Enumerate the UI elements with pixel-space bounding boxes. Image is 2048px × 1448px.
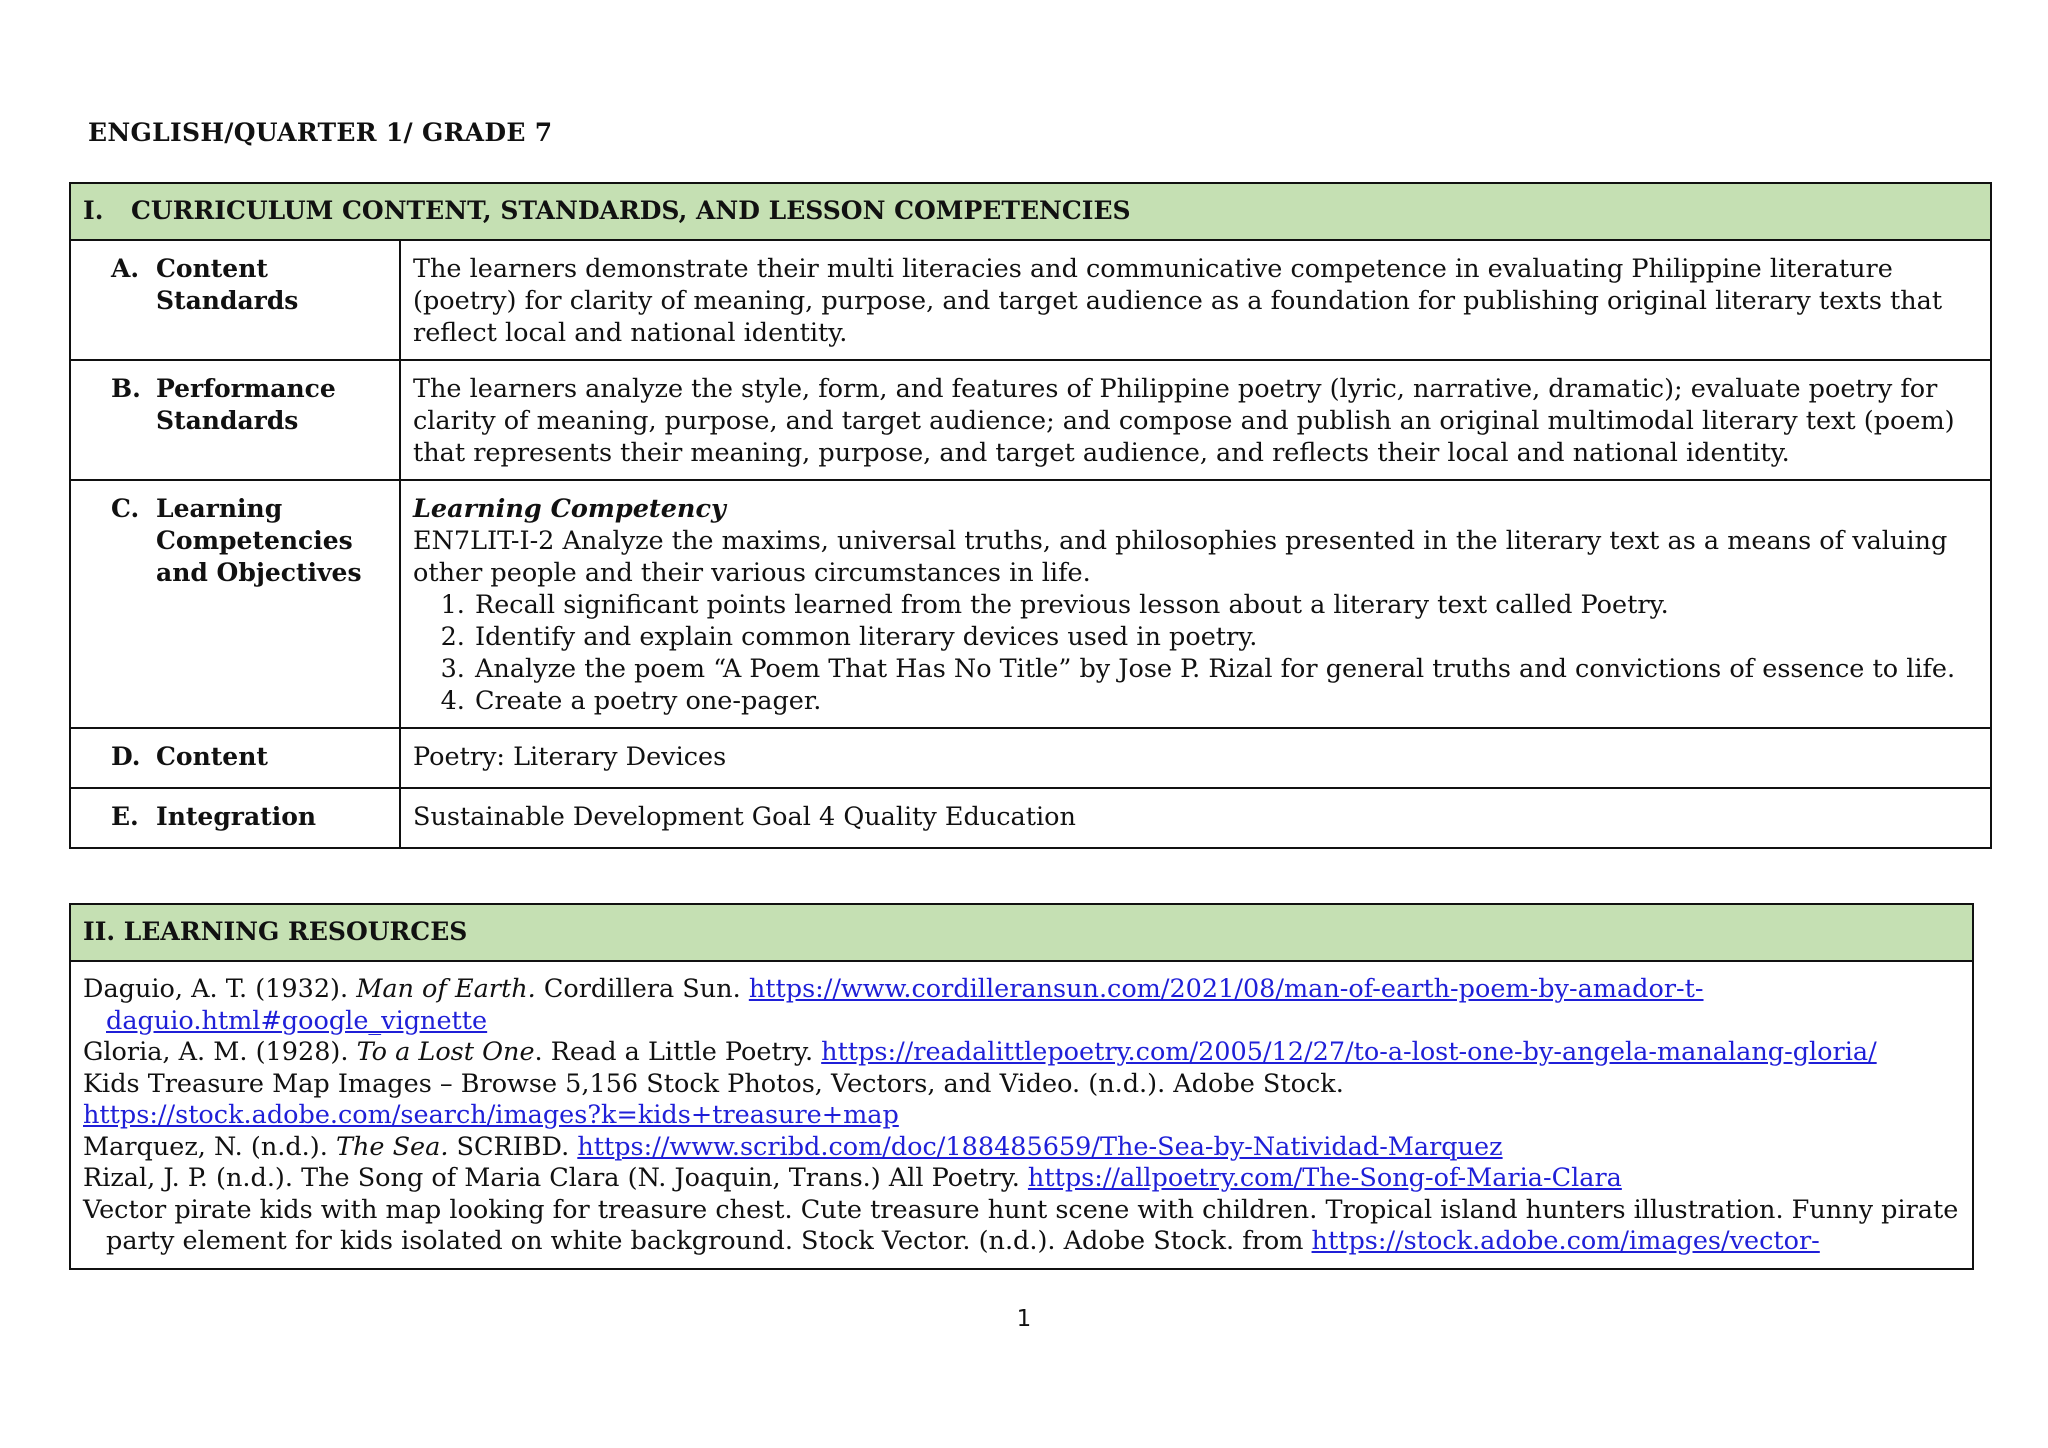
section-header-resources: II. LEARNING RESOURCES bbox=[70, 904, 1973, 961]
row-letter: B. bbox=[111, 374, 141, 403]
reference-link[interactable]: https://www.scribd.com/doc/188485659/The-Sea-by-Natividad-Marquez bbox=[577, 1131, 1503, 1162]
list-item: 1. Recall significant points learned from the previous lesson about a literary text called Poetry. bbox=[473, 589, 1978, 621]
reference-text: Gloria, A. M. (1928). bbox=[83, 1037, 357, 1067]
row-label bbox=[70, 728, 400, 788]
reference-title: To a Lost One bbox=[356, 1037, 535, 1067]
competencies-cell bbox=[400, 480, 1991, 728]
row-letter: C. bbox=[111, 494, 140, 523]
reference-link[interactable]: https://readalittlepoetry.com/2005/12/27/to-a-lost-one-by-angela-manalang-gloria/ bbox=[821, 1037, 1877, 1067]
curriculum-table bbox=[69, 182, 1992, 849]
reference-item bbox=[83, 1195, 1960, 1258]
reference-item bbox=[83, 1132, 1960, 1164]
reference-text: . Read a Little Poetry. bbox=[534, 1037, 822, 1067]
reference-text: Rizal, J. P. (n.d.). The Song of Maria Clara (N. Joaquin, Trans.) All Poetry. bbox=[83, 1163, 1028, 1193]
table-row bbox=[70, 788, 1991, 848]
row-label bbox=[70, 480, 400, 728]
reference-item bbox=[83, 1069, 1960, 1101]
page-title: ENGLISH/QUARTER 1/ GRADE 7 bbox=[88, 118, 553, 147]
reference-text: Daguio, A. T. (1932). bbox=[83, 974, 357, 1004]
performance-standards-text: The learners analyze the style, form, and features of Philippine poetry (lyric, narrative, dramatic); evaluate poetry for clarity of meaning, purpose, and target audience; and compose and publish an original multimodal literary text (poem) that represents their meaning, purpose, and target audience, and reflects their local and national identity. bbox=[400, 360, 1991, 480]
row-label-text: Integration bbox=[156, 802, 317, 831]
reference-text: Marquez, N. (n.d.). bbox=[83, 1131, 336, 1162]
list-item: 2. Identify and explain common literary devices used in poetry. bbox=[473, 621, 1978, 653]
reference-title: Man of Earth. bbox=[356, 974, 536, 1004]
table-row bbox=[70, 240, 1991, 360]
reference-link[interactable]: https://www.cordilleransun.com/2021/08/man-of-earth-poem-by-amador-t-daguio.html#google_vignette bbox=[106, 974, 1704, 1036]
row-letter: D. bbox=[111, 742, 141, 771]
reference-item bbox=[83, 1037, 1960, 1069]
row-label-text: Learning Competencies and Objectives bbox=[156, 494, 362, 587]
reference-text: Cordillera Sun. bbox=[535, 974, 749, 1004]
row-letter: E. bbox=[111, 802, 139, 831]
resources-list bbox=[70, 961, 1973, 1269]
reference-item bbox=[83, 1100, 1960, 1132]
row-label bbox=[70, 240, 400, 360]
row-label-text: Content Standards bbox=[156, 254, 299, 315]
reference-link[interactable]: https://stock.adobe.com/images/vector- bbox=[1311, 1226, 1820, 1256]
row-letter: A. bbox=[111, 254, 140, 283]
table-row bbox=[70, 480, 1991, 728]
row-label bbox=[70, 360, 400, 480]
reference-item bbox=[83, 1163, 1960, 1195]
reference-item bbox=[83, 974, 1960, 1037]
integration-text: Sustainable Development Goal 4 Quality Education bbox=[400, 788, 1991, 848]
reference-link[interactable]: https://allpoetry.com/The-Song-of-Maria-Clara bbox=[1027, 1163, 1622, 1193]
table-row bbox=[70, 360, 1991, 480]
list-item: 4. Create a poetry one-pager. bbox=[473, 685, 1978, 717]
objectives-list bbox=[413, 589, 1978, 717]
row-label-text: Performance Standards bbox=[156, 374, 336, 435]
competency-heading: Learning Competency bbox=[413, 494, 726, 524]
content-text: Poetry: Literary Devices bbox=[400, 728, 1991, 788]
reference-text: Vector pirate kids with map looking for treasure chest. Cute treasure hunt scene with children. Tropical island hunters illustration. Funny pirate party element for kids isolated on white background. Stock Vector. (n.d.). Adobe Stock. from bbox=[83, 1194, 1959, 1256]
page-number: 1 bbox=[1016, 1306, 1032, 1332]
content-standards-text: The learners demonstrate their multi literacies and communicative competence in evaluating Philippine literature (poetry) for clarity of meaning, purpose, and target audience as a foundation for publishing original literary texts that reflect local and national identity. bbox=[400, 240, 1991, 360]
reference-link[interactable]: https://stock.adobe.com/search/images?k=kids+treasure+map bbox=[83, 1100, 899, 1130]
competency-text: EN7LIT-I-2 Analyze the maxims, universal truths, and philosophies presented in the literary text as a means of valuing other people and their various circumstances in life. bbox=[413, 526, 1948, 588]
resources-table bbox=[69, 903, 1974, 1270]
row-label-text: Content bbox=[156, 742, 268, 771]
reference-text: SCRIBD. bbox=[448, 1131, 578, 1162]
list-item: 3. Analyze the poem “A Poem That Has No Title” by Jose P. Rizal for general truths and convictions of essence to life. bbox=[473, 653, 1978, 685]
row-label bbox=[70, 788, 400, 848]
section-title: CURRICULUM CONTENT, STANDARDS, AND LESSON COMPETENCIES bbox=[131, 196, 1131, 225]
section-numeral: I. bbox=[83, 196, 104, 225]
reference-text: Kids Treasure Map Images – Browse 5,156 Stock Photos, Vectors, and Video. (n.d.). Adobe Stock. bbox=[83, 1068, 1344, 1099]
reference-title: The Sea. bbox=[335, 1131, 449, 1162]
table-row bbox=[70, 728, 1991, 788]
section-header-curriculum bbox=[70, 183, 1991, 240]
